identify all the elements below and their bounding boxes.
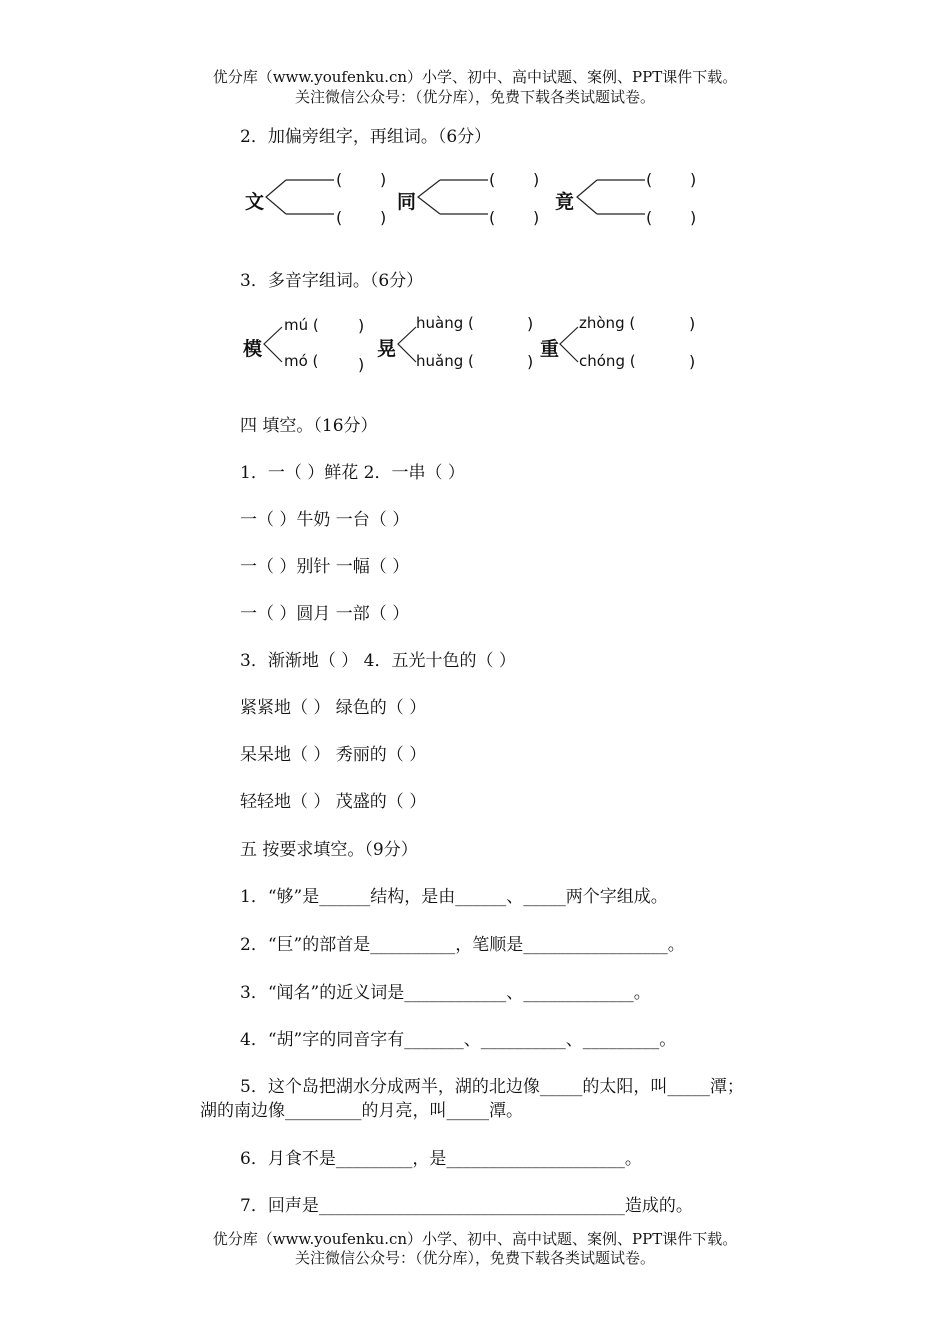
q3-paren-close: ) (689, 352, 696, 371)
q3-reading-zhong: zhòng ( (579, 314, 636, 332)
sec5-q4: 4．“胡”字的同音字有_______、__________、_________。 (240, 1030, 677, 1050)
q2-paren-open: ( (336, 170, 343, 189)
q2-paren-close: ) (380, 208, 387, 227)
q3-paren-close: ) (358, 355, 365, 374)
q3-reading-mo: mó ( (284, 352, 319, 370)
q3-paren-close: ) (689, 314, 696, 333)
q2-paren-open: ( (646, 208, 653, 227)
q2-char-tong: 同 (397, 191, 417, 213)
sec5-q2: 2．“巨”的部首是__________，笔顺是_________________。 (240, 935, 685, 955)
sec4-line-4: 一（ ）圆月 一部（ ） (240, 604, 410, 624)
sec5-q1: 1．“够”是______结构，是由______、_____两个字组成。 (240, 887, 668, 907)
q3-reading-chong: chóng ( (579, 352, 636, 370)
sec4-title: 四 填空。（16分） (240, 416, 378, 436)
sec4-line-7: 呆呆地（ ） 秀丽的（ ） (240, 745, 427, 765)
q3-paren-close: ) (527, 314, 534, 333)
sec5-q5-line2: 湖的南边像_________的月亮，叫_____潭。 (200, 1101, 523, 1121)
q3-paren-close: ) (358, 316, 365, 335)
sec4-line-5: 3．渐渐地（ ） 4．五光十色的（ ） (240, 651, 516, 671)
q3-reading-mu: mú ( (284, 316, 319, 334)
q3-char-mo: 模 (243, 338, 263, 360)
q3-reading-huang4: huàng ( (416, 314, 474, 332)
sec4-line-8: 轻轻地（ ） 茂盛的（ ） (240, 792, 427, 812)
q3-title: 3．多音字组词。（6分） (240, 271, 424, 291)
q3-paren-close: ) (527, 352, 534, 371)
q2-paren-open: ( (336, 208, 343, 227)
q2-paren-close: ) (690, 170, 697, 189)
q2-char-jing: 竟 (555, 191, 575, 213)
sec4-line-1: 1．一（ ）鲜花 2．一串（ ） (240, 463, 465, 483)
q2-paren-close: ) (690, 208, 697, 227)
sec5-q6: 6．月食不是_________，是_____________________。 (240, 1149, 642, 1169)
q3-char-zhong: 重 (540, 338, 560, 360)
header-line-2: 关注微信公众号：（优分库），免费下载各类试题试卷。 (294, 88, 655, 106)
q3-reading-huang3: huǎng ( (416, 352, 474, 370)
q2-paren-close: ) (533, 170, 540, 189)
q2-paren-close: ) (380, 170, 387, 189)
sec5-q7: 7．回声是____________________________________造成的。 (240, 1196, 693, 1216)
sec5-title: 五 按要求填空。（9分） (240, 840, 418, 860)
sec5-q5-line1: 5．这个岛把湖水分成两半，湖的北边像_____的太阳，叫_____潭； (240, 1077, 744, 1097)
q2-paren-open: ( (489, 170, 496, 189)
q2-paren-open: ( (489, 208, 496, 227)
sec4-line-6: 紧紧地（ ） 绿色的（ ） (240, 698, 427, 718)
q2-char-wen: 文 (245, 191, 265, 213)
q2-title: 2．加偏旁组字，再组词。（6分） (240, 127, 492, 147)
footer-line-2: 关注微信公众号：（优分库），免费下载各类试题试卷。 (294, 1249, 655, 1267)
q2-paren-close: ) (533, 208, 540, 227)
sec4-line-3: 一（ ）别针 一幅（ ） (240, 557, 410, 577)
q3-char-huang: 晃 (377, 338, 397, 360)
sec5-q3: 3．“闻名”的近义词是____________、_____________。 (240, 983, 651, 1003)
footer-line-1: 优分库（www.youfenku.cn）小学、初中、高中试题、案例、PPT课件下载。 (212, 1230, 738, 1248)
header-line-1: 优分库（www.youfenku.cn）小学、初中、高中试题、案例、PPT课件下载。 (212, 68, 738, 86)
sec4-line-2: 一（ ）牛奶 一台（ ） (240, 510, 410, 530)
q2-paren-open: ( (646, 170, 653, 189)
